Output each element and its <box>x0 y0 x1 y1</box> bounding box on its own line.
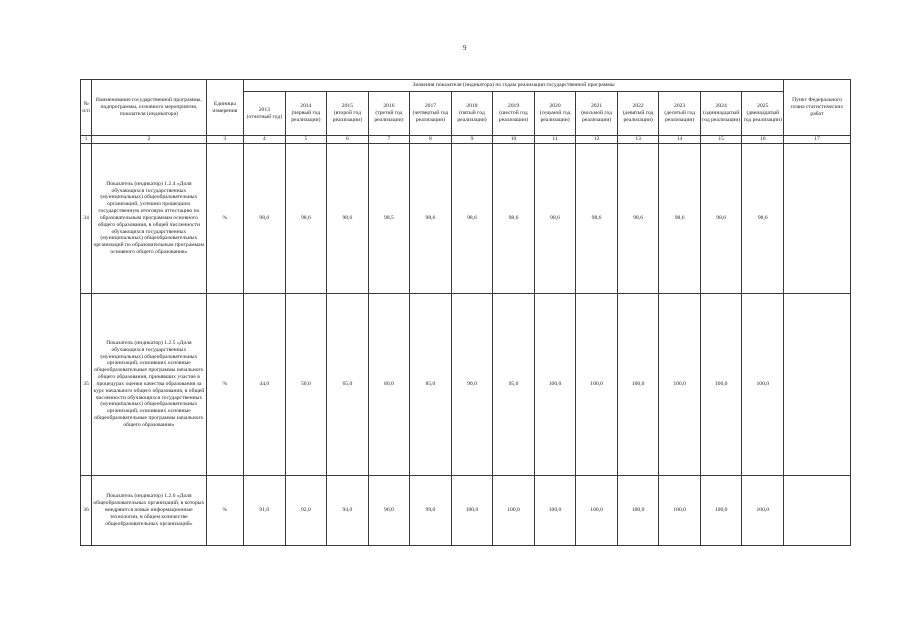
value-cell: 98,6 <box>659 143 701 293</box>
header-year <box>244 92 286 136</box>
header-num: № п/п <box>81 80 92 136</box>
value-cell: 65,0 <box>327 293 369 475</box>
page-number: 9 <box>463 44 467 52</box>
header-year-note: (одиннадцатый год реализации) <box>702 110 741 123</box>
value-cell: 100,0 <box>700 293 742 475</box>
value-cell: 85,0 <box>410 293 452 475</box>
header-year-value: 2014 <box>300 103 312 110</box>
value-cell: 100,0 <box>451 475 493 545</box>
header-year <box>617 92 659 136</box>
header-plan-item: Пункт Федерального плана статистических работ <box>784 80 851 136</box>
header-year-value: 2019 <box>507 103 520 110</box>
value-cell: 50,0 <box>285 293 327 475</box>
header-year <box>659 92 701 136</box>
value-cell: 100,0 <box>576 293 618 475</box>
header-year-note: (двенадцатый год реализации) <box>743 110 782 123</box>
value-cell: 100,0 <box>700 475 742 545</box>
value-cell: 98,6 <box>493 143 535 293</box>
header-year <box>368 92 410 136</box>
header-year-note: (второй год реализации) <box>332 110 362 123</box>
value-cell: 100,0 <box>493 475 535 545</box>
indicator-table <box>80 79 851 546</box>
column-number: 6 <box>327 136 369 144</box>
header-values-group: Значения показателя (индикатора) по годам реализации государственной программы <box>244 80 784 92</box>
indicator-name: Показатель (индикатор) 1.2.6 «Доля общеобразовательных организаций, в которых внедряются новые информационные технологии, в общем количестве общеобразовательных организаций» <box>92 475 206 545</box>
value-cell: 98,6 <box>617 143 659 293</box>
value-cell: 98,5 <box>368 143 410 293</box>
value-cell: 90,0 <box>451 293 493 475</box>
column-number: 7 <box>368 136 410 144</box>
column-number: 8 <box>410 136 452 144</box>
header-year-note: (десятый год реализации) <box>664 110 695 123</box>
header-year <box>742 92 784 136</box>
column-number: 5 <box>285 136 327 144</box>
value-cell: 44,0 <box>244 293 286 475</box>
header-year <box>700 92 742 136</box>
column-number: 10 <box>493 136 535 144</box>
header-year <box>493 92 535 136</box>
header-year <box>410 92 452 136</box>
value-cell: 98,6 <box>244 143 286 293</box>
column-number: 11 <box>534 136 576 144</box>
column-number: 4 <box>244 136 286 144</box>
value-cell: 98,6 <box>410 143 452 293</box>
header-name: Наименование государственной программы, подпрограммы, основного мероприятия, показателя (индикатора) <box>92 80 206 136</box>
header-year <box>285 92 327 136</box>
header-year-note: (девятый год реализации) <box>622 110 654 123</box>
row-number: 36 <box>81 475 92 545</box>
indicator-name: Показатель (индикатор) 1.2.5 «Доля обучающихся государственных (муниципальных) общеобразовательных организаций, освоивших основные общеобразовательные программы начального общего образования, принявших участие в процедурах оценки качества образования за курс начального общего образования, в общей численности обучающихся государственных (муниципальных) общеобразовательных организаций, освоивших основные общеобразовательные программы начального общего образования» <box>92 293 206 475</box>
header-year-note: (отчетный год) <box>246 113 283 120</box>
header-unit: Единицы измерения <box>206 80 243 136</box>
header-year-value: 2024 <box>715 103 727 110</box>
header-year <box>576 92 618 136</box>
column-number: 1 <box>81 136 92 144</box>
header-year-value: 2017 <box>424 103 437 110</box>
column-number: 9 <box>451 136 493 144</box>
value-cell: 98,6 <box>327 143 369 293</box>
value-cell: 100,0 <box>659 475 701 545</box>
value-cell: 100,0 <box>742 475 784 545</box>
value-cell: 95,0 <box>493 293 535 475</box>
value-cell: 100,0 <box>617 475 659 545</box>
column-number: 13 <box>617 136 659 144</box>
header-year-note: (первый год реализации) <box>291 110 321 123</box>
row-number: 35 <box>81 293 92 475</box>
value-cell: 98,6 <box>451 143 493 293</box>
value-cell: 100,0 <box>534 293 576 475</box>
header-year-note: (пятый год реализации) <box>457 110 487 123</box>
column-number: 17 <box>784 136 851 144</box>
value-cell: 94,0 <box>327 475 369 545</box>
value-cell: 100,0 <box>742 293 784 475</box>
header-year-note: (восьмой год реализации) <box>581 110 612 123</box>
unit-cell: % <box>206 475 243 545</box>
column-number: 16 <box>742 136 784 144</box>
header-year-note: (шестой год реализации) <box>498 110 529 123</box>
value-cell: 98,6 <box>742 143 784 293</box>
value-cell: 100,0 <box>576 475 618 545</box>
header-year-value: 2022 <box>632 103 644 110</box>
table-body <box>81 136 851 546</box>
plan-item-cell <box>784 293 851 475</box>
header-year <box>327 92 369 136</box>
header-year-note: (седьмой год реализации) <box>539 110 571 123</box>
header-year-value: 2020 <box>549 103 561 110</box>
plan-item-cell <box>784 143 851 293</box>
value-cell: 99,0 <box>410 475 452 545</box>
unit-cell: % <box>206 143 243 293</box>
value-cell: 98,6 <box>700 143 742 293</box>
value-cell: 98,6 <box>534 143 576 293</box>
header-year-note: (третий год реализации) <box>374 110 404 123</box>
column-number: 12 <box>576 136 618 144</box>
indicator-name: Показатель (индикатор) 1.2.4 «Доля обучающихся государственных (муниципальных) общеобразовательных организаций, успешно прошедших государственную итоговую аттестацию по образовательным программам основного общего образования, в общей численности обучающихся государственных (муниципальных) общеобразовательных организаций по образовательным программам основного общего образования» <box>92 143 206 293</box>
header-year-value: 2013 <box>258 106 270 113</box>
column-number: 3 <box>206 136 243 144</box>
column-number: 14 <box>659 136 701 144</box>
header-year-value: 2018 <box>466 103 478 110</box>
header-year-value: 2016 <box>383 103 395 110</box>
row-number: 34 <box>81 143 92 293</box>
value-cell: 100,0 <box>534 475 576 545</box>
header-year-value: 2021 <box>590 103 603 110</box>
value-cell: 100,0 <box>617 293 659 475</box>
table-row <box>81 475 851 545</box>
header-year <box>534 92 576 136</box>
value-cell: 91,0 <box>244 475 286 545</box>
value-cell: 100,0 <box>659 293 701 475</box>
column-number: 15 <box>700 136 742 144</box>
header-year-note: (четвертый год реализации) <box>412 110 449 123</box>
table-row <box>81 293 851 475</box>
header-year <box>451 92 493 136</box>
value-cell: 98,6 <box>576 143 618 293</box>
column-number: 2 <box>92 136 206 144</box>
header-year-value: 2015 <box>341 103 353 110</box>
header-year-value: 2025 <box>757 103 769 110</box>
value-cell: 96,0 <box>368 475 410 545</box>
value-cell: 92,0 <box>285 475 327 545</box>
table-row <box>81 143 851 293</box>
value-cell: 98,6 <box>285 143 327 293</box>
column-number-row <box>81 136 851 144</box>
plan-item-cell <box>784 475 851 545</box>
header-year-value: 2023 <box>674 103 686 110</box>
unit-cell: % <box>206 293 243 475</box>
value-cell: 80,0 <box>368 293 410 475</box>
